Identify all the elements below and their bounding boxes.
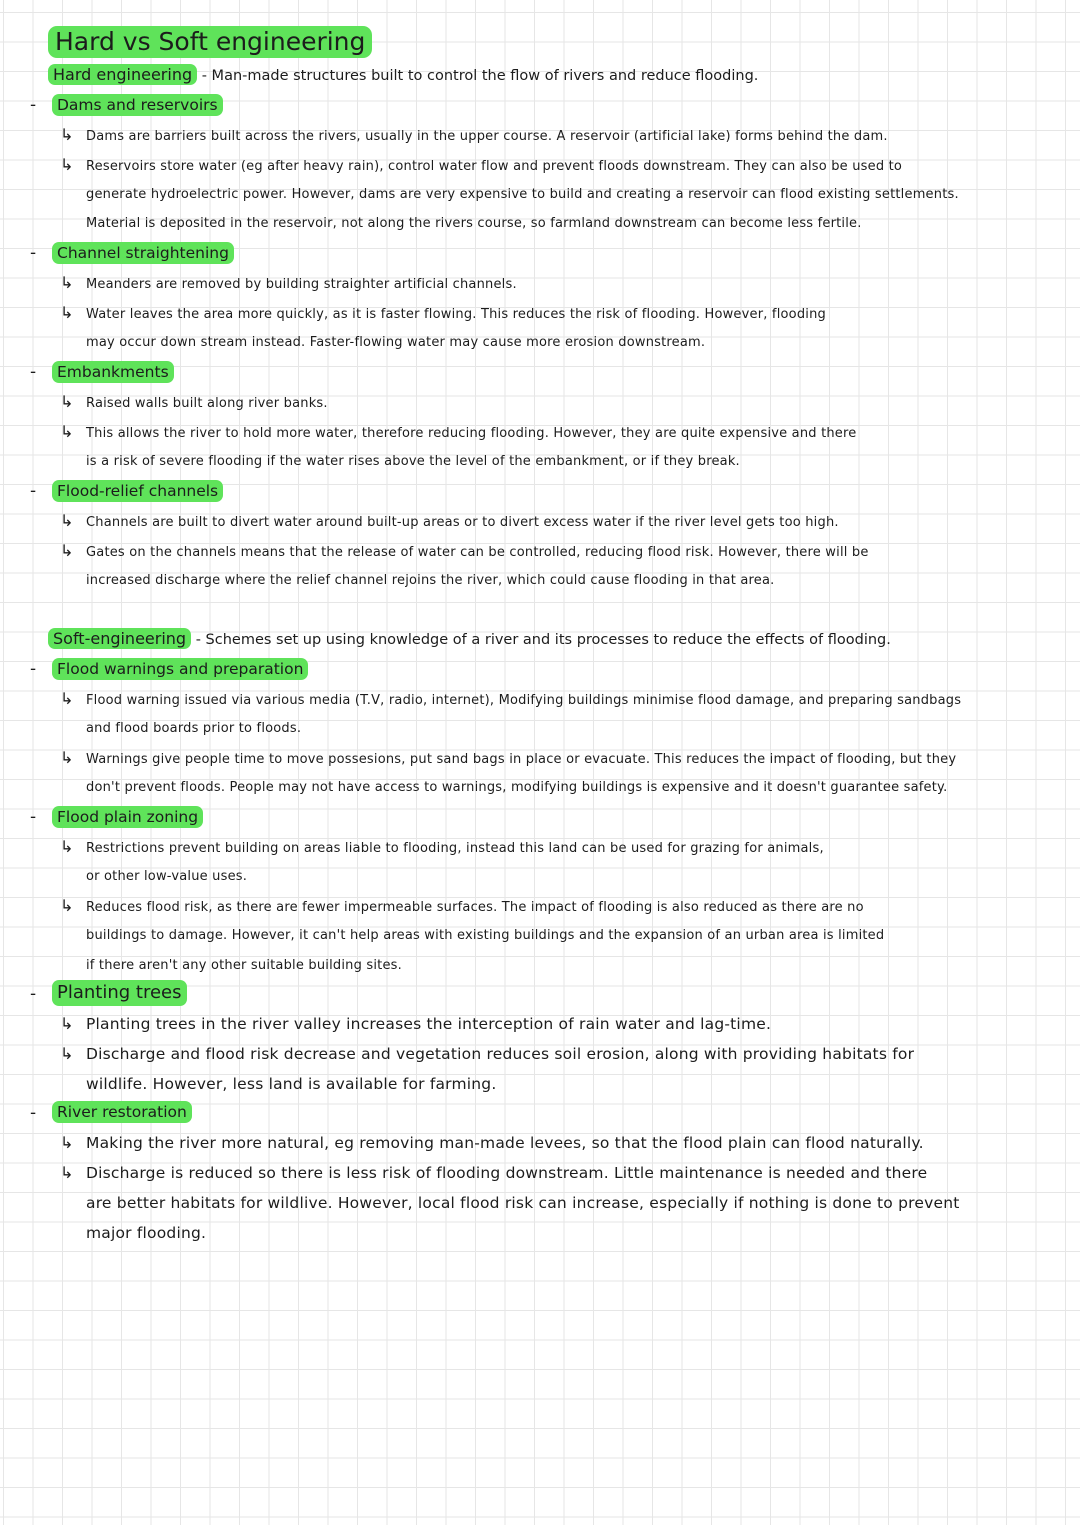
note-text: This allows the river to hold more water, therefore reducing flooding. However, they are quite expensive and there: [86, 426, 857, 441]
arrow-icon: ↳: [60, 837, 74, 856]
note-text: major flooding.: [86, 1224, 207, 1242]
note-text: Restrictions prevent building on areas liable to flooding, instead this land can be used for grazing for animals,: [86, 841, 824, 856]
note-text: Reservoirs store water (eg after heavy rain), control water flow and prevent floods downstream. They can also be used to: [86, 159, 903, 174]
arrow-icon: ↳: [60, 511, 74, 530]
note-text: increased discharge where the relief channel rejoins the river, which could cause flooding in that area.: [86, 573, 775, 588]
arrow-icon: ↳: [60, 155, 74, 174]
list-item: [60, 540, 869, 564]
note-text: don't prevent floods. People may not have access to warnings, modifying buildings is expensive and it doesn't guarantee safety.: [86, 780, 948, 795]
heading-dams-reservoirs: Dams and reservoirs: [52, 94, 223, 116]
bullet-dash: -: [30, 1103, 37, 1123]
arrow-icon: ↳: [60, 392, 74, 411]
note-text: wildlife. However, less land is available for farming.: [86, 1075, 497, 1093]
list-item: [60, 510, 839, 534]
bullet-dash: -: [30, 659, 37, 679]
bullet-dash: -: [30, 481, 37, 501]
arrow-icon: ↳: [60, 273, 74, 292]
heading-flood-plain-zoning: Flood plain zoning: [52, 806, 203, 828]
note-text: Channels are built to divert water around built-up areas or to divert excess water if the river level gets too high.: [86, 515, 839, 530]
bullet-dash: -: [30, 807, 37, 827]
arrow-icon: ↳: [60, 125, 74, 144]
note-text: Water leaves the area more quickly, as it is faster flowing. This reduces the risk of flooding. However, flooding: [86, 307, 826, 322]
note-text: Raised walls built along river banks.: [86, 396, 328, 411]
arrow-icon: ↳: [60, 1163, 74, 1182]
note-text: Discharge and flood risk decrease and vegetation reduces soil erosion, along with providing habitats for: [86, 1045, 915, 1063]
note-text: Dams are barriers built across the rivers, usually in the upper course. A reservoir (artificial lake) forms behind the dam.: [86, 129, 888, 144]
arrow-icon: ↳: [60, 541, 74, 560]
soft-engineering-definition-text: - Schemes set up using knowledge of a river and its processes to reduce the effects of flooding.: [195, 632, 891, 648]
note-text: Gates on the channels means that the release of water can be controlled, reducing flood risk. However, there will be: [86, 545, 869, 560]
heading-channel-straightening: Channel straightening: [52, 242, 234, 264]
note-text: may occur down stream instead. Faster-flowing water may cause more erosion downstream.: [86, 335, 706, 350]
note-text: and flood boards prior to floods.: [86, 721, 302, 736]
note-text: Warnings give people time to move possesions, put sand bags in place or evacuate. This reduces the impact of flooding, but they: [86, 752, 957, 767]
heading-embankments: Embankments: [52, 361, 174, 383]
note-text: Discharge is reduced so there is less risk of flooding downstream. Little maintenance is needed and there: [86, 1164, 928, 1182]
note-text: Material is deposited in the reservoir, not along the rivers course, so farmland downstream can become less fertile.: [86, 216, 862, 231]
note-text: is a risk of severe flooding if the water rises above the level of the embankment, or if they break.: [86, 454, 740, 469]
hard-engineering-term: Hard engineering: [48, 64, 197, 85]
hard-engineering-definition: [48, 64, 758, 87]
arrow-icon: ↳: [60, 896, 74, 915]
note-text: if there aren't any other suitable building sites.: [86, 958, 402, 973]
arrow-icon: ↳: [60, 689, 74, 708]
arrow-icon: ↳: [60, 1014, 74, 1033]
heading-flood-warnings: Flood warnings and preparation: [52, 658, 308, 680]
note-text: or other low-value uses.: [86, 869, 248, 884]
heading-river-restoration: River restoration: [52, 1101, 192, 1123]
list-item: [60, 1013, 771, 1035]
list-item: [60, 272, 517, 296]
note-text: Reduces flood risk, as there are fewer impermeable surfaces. The impact of flooding is also reduced as there are no: [86, 900, 864, 915]
note-text: Meanders are removed by building straighter artificial channels.: [86, 277, 517, 292]
page-title: Hard vs Soft engineering: [48, 26, 372, 58]
list-item: [60, 421, 856, 445]
list-item: [60, 124, 888, 148]
arrow-icon: ↳: [60, 1044, 74, 1063]
heading-flood-relief-channels: Flood-relief channels: [52, 480, 223, 502]
list-item: [60, 154, 902, 178]
note-text: are better habitats for wildlive. However, local flood risk can increase, especially if nothing is done to prevent: [86, 1194, 960, 1212]
list-item: [60, 302, 826, 326]
bullet-dash: -: [30, 984, 37, 1004]
list-item: [60, 1162, 927, 1184]
arrow-icon: ↳: [60, 303, 74, 322]
heading-planting-trees: Planting trees: [52, 980, 187, 1006]
soft-engineering-definition: [48, 628, 891, 651]
list-item: [60, 1132, 924, 1154]
arrow-icon: ↳: [60, 1133, 74, 1152]
hard-engineering-definition-text: - Man-made structures built to control the flow of rivers and reduce flooding.: [201, 68, 759, 84]
arrow-icon: ↳: [60, 422, 74, 441]
list-item: [60, 688, 961, 712]
list-item: [60, 836, 824, 860]
bullet-dash: -: [30, 95, 37, 115]
arrow-icon: ↳: [60, 748, 74, 767]
list-item: [60, 391, 328, 415]
bullet-dash: -: [30, 362, 37, 382]
note-text: buildings to damage. However, it can't help areas with existing buildings and the expansion of an urban area is limited: [86, 928, 885, 943]
note-text: Flood warning issued via various media (T.V, radio, internet), Modifying buildings minimise flood damage, and preparing sandbags: [86, 693, 962, 708]
note-text: Making the river more natural, eg removing man-made levees, so that the flood plain can flood naturally.: [86, 1134, 924, 1152]
note-text: Planting trees in the river valley increases the interception of rain water and lag-time.: [86, 1015, 772, 1033]
soft-engineering-term: Soft-engineering: [48, 628, 191, 649]
bullet-dash: -: [30, 243, 37, 263]
note-text: generate hydroelectric power. However, dams are very expensive to build and creating a reservoir can flood existing settlements.: [86, 187, 959, 202]
list-item: [60, 895, 864, 919]
list-item: [60, 747, 956, 771]
list-item: [60, 1043, 914, 1065]
